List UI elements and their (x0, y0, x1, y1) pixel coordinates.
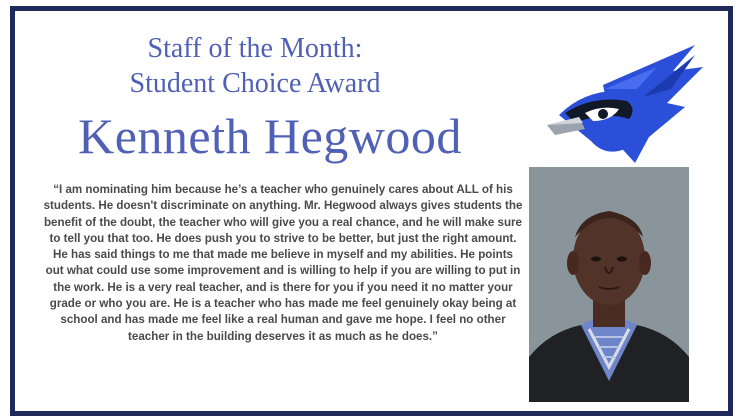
teacher-portrait (529, 167, 689, 402)
nomination-quote: “I am nominating him because he’s a teacher who genuinely cares about ALL of his students. He doesn't discriminate on anything. Mr. Hegwood always gives students the benefit of the doubt, the teacher who will give you a real chance, and he will make sure to tell you that too. He does push you to strive to be better, but just the right amount. He has said things to me that made me believe in myself and my abilities. He points out what could use some improvement and is willing to help if you are willing to put in the work. He is a very real teacher, and is there for you if you need it no matter your grade or who you are. He is a teacher who has made me feel genuinely okay being at school and has made me feel like a real human and gave me hope. I feel no other teacher in the building deserves it as much as he does.” (43, 183, 523, 343)
bluejay-mascot-icon (545, 45, 705, 163)
award-card (10, 6, 733, 416)
award-title-line-1: Staff of the Month: (147, 33, 363, 64)
honoree-name: Kenneth Hegwood (78, 108, 462, 164)
award-title-line-2: Student Choice Award (129, 68, 381, 99)
